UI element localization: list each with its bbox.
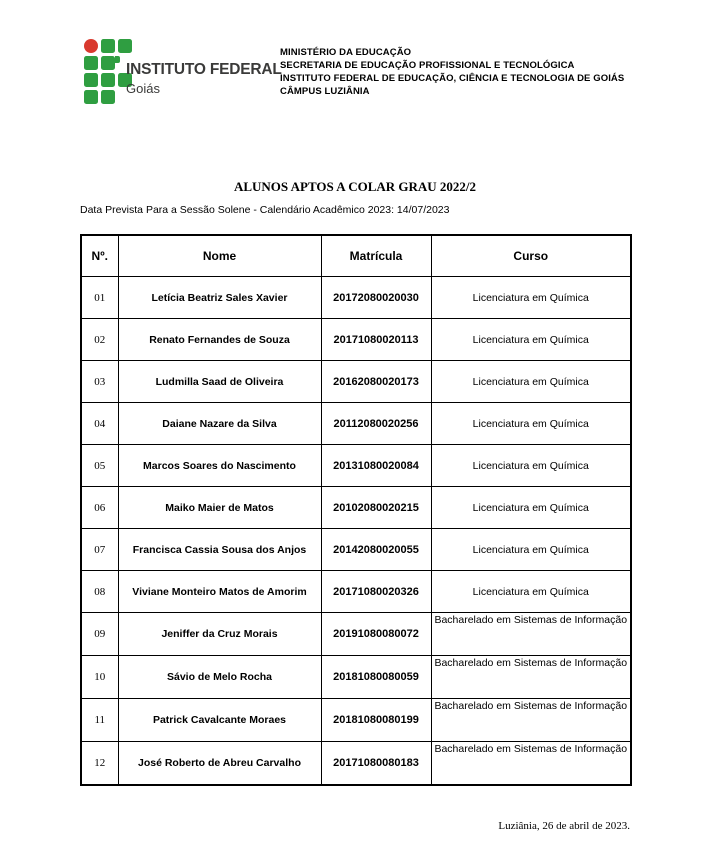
table-row	[81, 319, 631, 361]
letterhead-line-3: INSTITUTO FEDERAL DE EDUCAÇÃO, CIÊNCIA E TECNOLOGIA DE GOIÁS	[280, 73, 625, 84]
cell-num: 01	[81, 277, 118, 319]
cell-curso: Licenciatura em Química	[431, 445, 631, 487]
cell-num: 06	[81, 487, 118, 529]
brand-region: Goiás	[126, 81, 160, 96]
dateline: Luziânia, 26 de abril de 2023.	[498, 820, 630, 832]
table-row	[81, 403, 631, 445]
cell-num: 11	[81, 699, 118, 742]
table-row	[81, 487, 631, 529]
cell-nome: Jeniffer da Cruz Morais	[118, 613, 321, 656]
page-title: ALUNOS APTOS A COLAR GRAU 2022/2	[233, 179, 477, 194]
cell-matricula: 20171080020113	[321, 319, 431, 361]
logo-dot	[84, 39, 98, 53]
subtitle: Data Prevista Para a Sessão Solene - Calendário Acadêmico 2023: 14/07/2023	[80, 204, 450, 216]
table-row	[81, 742, 631, 786]
letterhead	[280, 46, 624, 98]
logo-square	[101, 73, 115, 87]
cell-curso: Licenciatura em Química	[431, 529, 631, 571]
letterhead-line-4: CÂMPUS LUZIÂNIA	[280, 86, 370, 97]
cell-nome: Renato Fernandes de Souza	[118, 319, 321, 361]
brand-name: INSTITUTO FEDERAL	[126, 61, 282, 78]
table-row	[81, 445, 631, 487]
cell-num: 07	[81, 529, 118, 571]
cell-curso: Licenciatura em Química	[431, 571, 631, 613]
col-header-num: Nº.	[81, 235, 118, 277]
cell-matricula: 20142080020055	[321, 529, 431, 571]
cell-nome: Marcos Soares do Nascimento	[118, 445, 321, 487]
cell-nome: Patrick Cavalcante Moraes	[118, 699, 321, 742]
cell-matricula: 20102080020215	[321, 487, 431, 529]
cell-curso: Licenciatura em Química	[431, 361, 631, 403]
cell-num: 08	[81, 571, 118, 613]
cell-nome: Ludmilla Saad de Oliveira	[118, 361, 321, 403]
cell-curso: Licenciatura em Química	[431, 319, 631, 361]
table-row	[81, 656, 631, 699]
table-row	[81, 699, 631, 742]
cell-curso: Bacharelado em Sistemas de Informação	[431, 613, 631, 656]
cell-matricula: 20162080020173	[321, 361, 431, 403]
cell-matricula: 20112080020256	[321, 403, 431, 445]
cell-nome: Viviane Monteiro Matos de Amorim	[118, 571, 321, 613]
cell-matricula: 20171080020326	[321, 571, 431, 613]
cell-num: 05	[81, 445, 118, 487]
cell-nome: Daiane Nazare da Silva	[118, 403, 321, 445]
cell-nome: José Roberto de Abreu Carvalho	[118, 742, 321, 786]
cell-nome: Maiko Maier de Matos	[118, 487, 321, 529]
cell-curso: Bacharelado em Sistemas de Informação	[431, 742, 631, 786]
cell-matricula: 20191080080072	[321, 613, 431, 656]
cell-num: 09	[81, 613, 118, 656]
cell-curso: Bacharelado em Sistemas de Informação	[431, 699, 631, 742]
cell-num: 03	[81, 361, 118, 403]
table-row	[81, 277, 631, 319]
cell-num: 04	[81, 403, 118, 445]
cell-matricula: 20172080020030	[321, 277, 431, 319]
cell-curso: Licenciatura em Química	[431, 277, 631, 319]
cell-num: 10	[81, 656, 118, 699]
col-header-curso: Curso	[431, 235, 631, 277]
table-header-row	[81, 235, 631, 277]
table-row	[81, 613, 631, 656]
cell-num: 12	[81, 742, 118, 786]
cell-nome: Sávio de Melo Rocha	[118, 656, 321, 699]
brand-wordmark	[126, 61, 282, 96]
cell-matricula: 20171080080183	[321, 742, 431, 786]
cell-nome: Letícia Beatriz Sales Xavier	[118, 277, 321, 319]
logo-square	[101, 39, 115, 53]
logo-square	[84, 90, 98, 104]
cell-matricula: 20181080080199	[321, 699, 431, 742]
letterhead-line-2: SECRETARIA DE EDUCAÇÃO PROFISSIONAL E TECNOLÓGICA	[280, 60, 575, 71]
logo-square	[118, 39, 132, 53]
cell-matricula: 20181080080059	[321, 656, 431, 699]
letterhead-line-1: MINISTÉRIO DA EDUCAÇÃO	[280, 47, 412, 58]
cell-curso: Licenciatura em Química	[431, 487, 631, 529]
cell-nome: Francisca Cassia Sousa dos Anjos	[118, 529, 321, 571]
ifg-logo-icon	[84, 39, 132, 104]
table-row	[81, 571, 631, 613]
col-header-nome: Nome	[118, 235, 321, 277]
col-header-matricula: Matrícula	[321, 235, 431, 277]
cell-matricula: 20131080020084	[321, 445, 431, 487]
logo-square	[84, 73, 98, 87]
cell-curso: Bacharelado em Sistemas de Informação	[431, 656, 631, 699]
table-row	[81, 529, 631, 571]
logo-square	[101, 90, 115, 104]
cell-curso: Licenciatura em Química	[431, 403, 631, 445]
logo-square	[84, 56, 98, 70]
cell-num: 02	[81, 319, 118, 361]
logo-square	[101, 56, 115, 70]
students-table	[80, 234, 632, 786]
table-row	[81, 361, 631, 403]
